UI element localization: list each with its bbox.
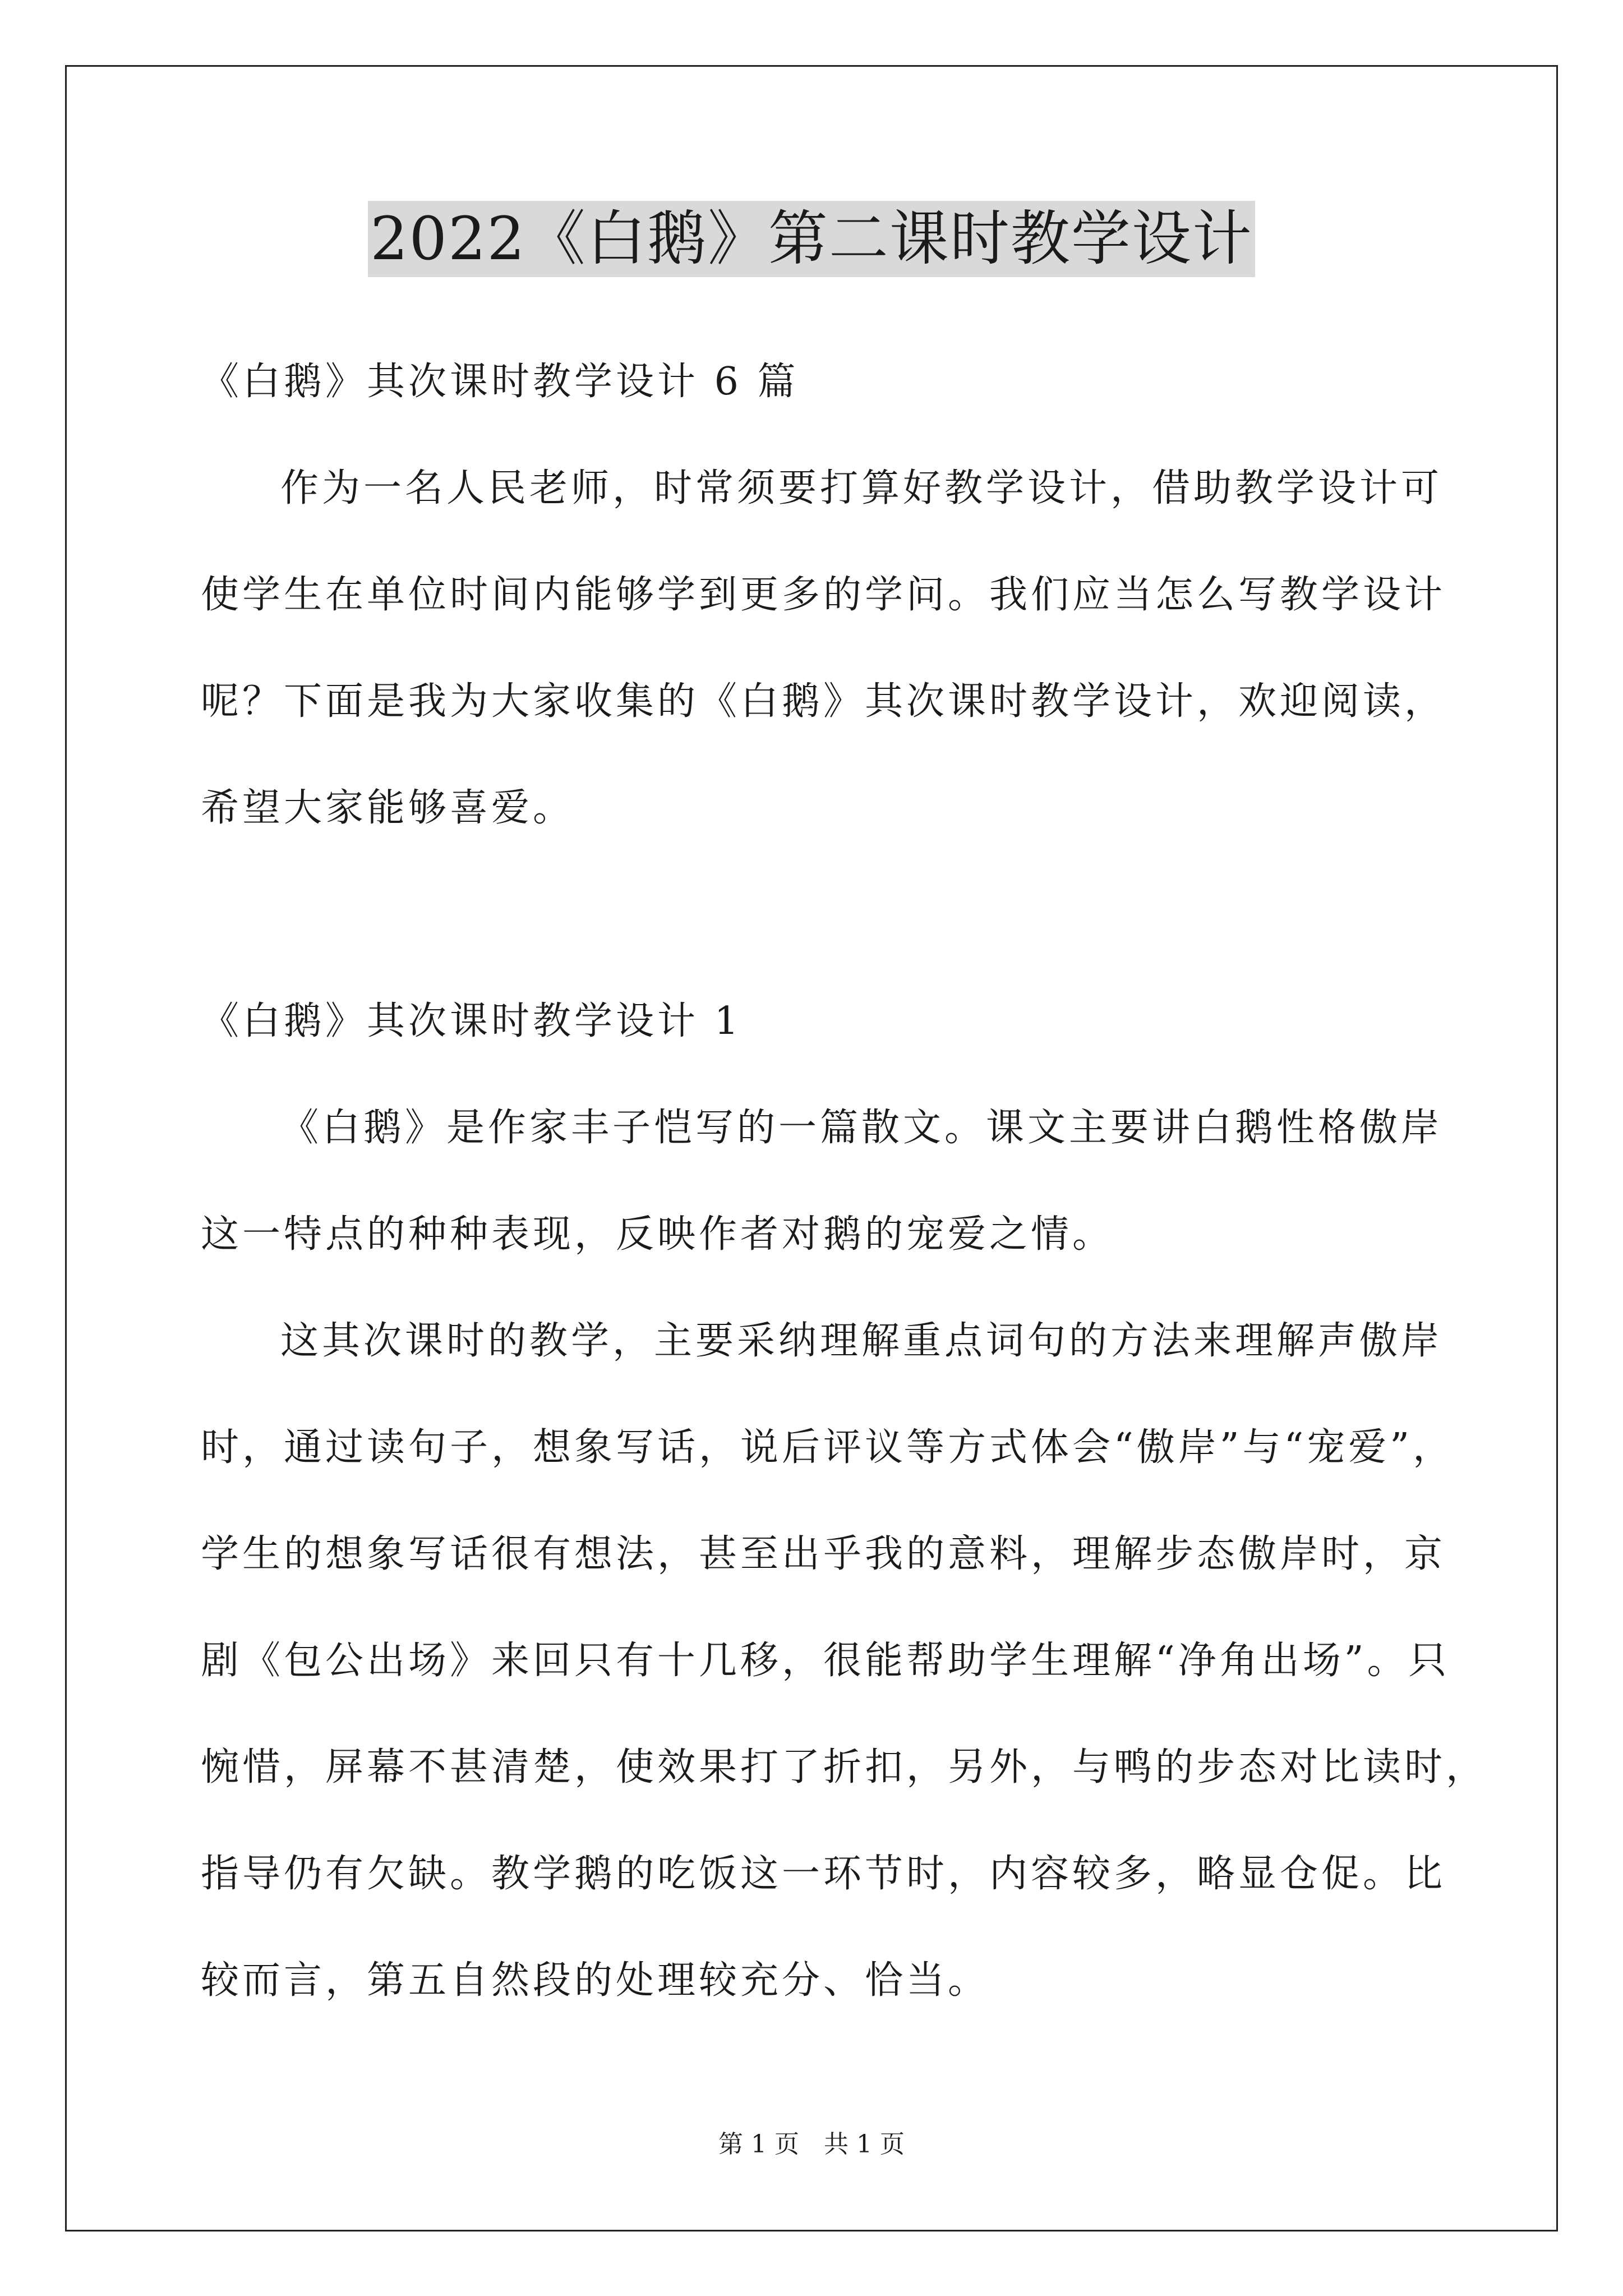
paragraph-line: 这其次课时的教学，主要采纳理解重点词句的方法来理解声傲岸	[280, 1319, 1443, 1363]
paragraph-line: 作为一名人民老师，时常须要打算好教学设计，借助教学设计可	[280, 466, 1443, 510]
subtitle-line: 《白鹅》其次课时教学设计 6 篇	[201, 360, 799, 404]
paragraph-line: 希望大家能够喜爱。	[201, 786, 575, 830]
paragraph-line: 惋惜，屏幕不甚清楚，使效果打了折扣，另外，与鸭的步态对比读时，	[201, 1745, 1488, 1789]
paragraph-line: 学生的想象写话很有想法，甚至出乎我的意料，理解步态傲岸时，京	[201, 1532, 1446, 1576]
paragraph-line: 呢？下面是我为大家收集的《白鹅》其次课时教学设计，欢迎阅读，	[201, 679, 1446, 724]
title-container	[0, 201, 1623, 277]
paragraph-line: 指导仍有欠缺。教学鹅的吃饭这一环节时，内容较多，略显仓促。比	[201, 1852, 1446, 1896]
paragraph-line: 较而言，第五自然段的处理较充分、恰当。	[201, 1958, 990, 2003]
paragraph-line: 使学生在单位时间内能够学到更多的学问。我们应当怎么写教学设计	[201, 573, 1446, 617]
section-heading: 《白鹅》其次课时教学设计 1	[201, 999, 742, 1043]
paragraph-line: 这一特点的种种表现，反映作者对鹅的宠爱之情。	[201, 1212, 1114, 1257]
paragraph-line: 剧《包公出场》来回只有十几移，很能帮助学生理解“净角出场”。只	[201, 1639, 1450, 1683]
page-footer: 第 1 页 共 1 页	[718, 2130, 905, 2159]
paragraph-line: 《白鹅》是作家丰子恺写的一篇散文。课文主要讲白鹅性格傲岸	[280, 1106, 1443, 1150]
document-title: 2022《白鹅》第二课时教学设计	[368, 201, 1255, 277]
paragraph-line: 时，通过读句子，想象写话，说后评议等方式体会“傲岸”与“宠爱”，	[201, 1425, 1455, 1470]
